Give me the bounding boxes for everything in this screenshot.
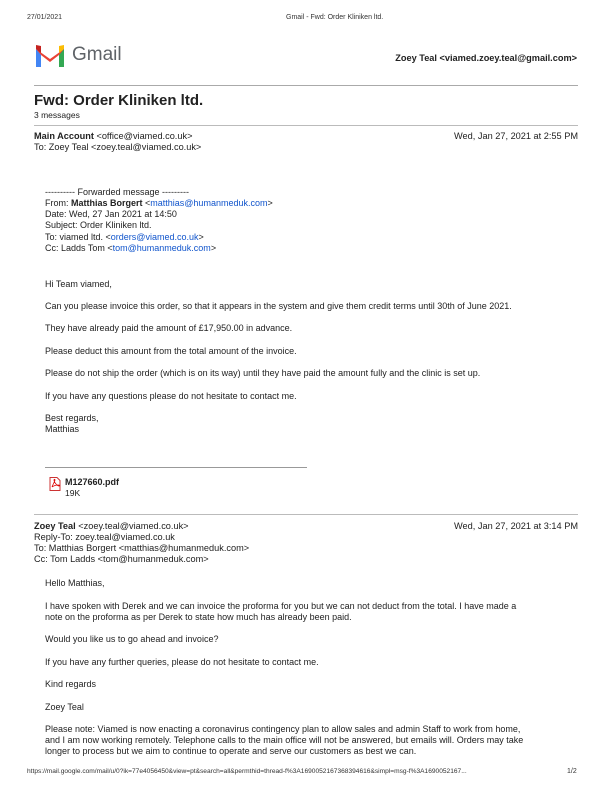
gt: >: [267, 198, 273, 208]
body-paragraph: I have spoken with Derek and we can invoice the proforma for you but we can not deduct from the total. I have made a: [45, 601, 517, 611]
page-number: 1/2: [567, 768, 577, 775]
gmail-wordmark: Gmail: [72, 44, 122, 65]
header-divider: [34, 85, 578, 86]
print-title: Gmail - Fwd: Order Kliniken ltd.: [286, 14, 384, 21]
body-paragraph: They have already paid the amount of £17,950.00 in advance.: [45, 323, 293, 333]
message-count: 3 messages: [34, 110, 80, 120]
body-paragraph: Can you please invoice this order, so that it appears in the system and give them credit terms until 30th of June 2021.: [45, 301, 512, 311]
notice-line: Please note: Viamed is now enacting a coronavirus contingency plan to allow sales and admin Staff to work from home,: [45, 724, 521, 734]
attachment-name[interactable]: M127660.pdf: [65, 477, 120, 487]
msg2-cc: Cc: Tom Ladds <tom@humanmeduk.com>: [34, 554, 209, 564]
greeting: Hello Matthias,: [45, 578, 105, 588]
notice-line: and I am now working remotely. Telephone calls to the main office will not be answered, but emails will. Orders may take: [45, 735, 524, 745]
body-paragraph: Please do not ship the order (which is on its way) until they have paid the amount fully and the clinic is set up.: [45, 368, 481, 378]
account-label: Zoey Teal <viamed.zoey.teal@gmail.com>: [395, 53, 577, 63]
from-email-link[interactable]: matthias@humanmeduk.com: [150, 198, 268, 208]
thread-subject: Fwd: Order Kliniken ltd.: [34, 92, 204, 109]
forwarded-from: [45, 198, 273, 209]
lt: <: [142, 198, 151, 208]
sender-name: Zoey Teal: [34, 521, 76, 531]
gmail-m-icon: [34, 43, 66, 68]
msg2-sender[interactable]: [34, 521, 189, 531]
body-paragraph: Please deduct this amount from the total amount of the invoice.: [45, 346, 297, 356]
msg2-reply-to: Reply-To: zoey.teal@viamed.co.uk: [34, 532, 175, 542]
from-label: From:: [45, 198, 71, 208]
attachment-divider: [45, 467, 307, 468]
divider: [34, 514, 578, 515]
body-paragraph: If you have any questions please do not hesitate to contact me.: [45, 391, 297, 401]
signature-name: Matthias: [45, 424, 80, 434]
cc-prefix: Cc: Ladds Tom <: [45, 243, 113, 253]
sender-email: <office@viamed.co.uk>: [96, 131, 193, 141]
pdf-icon: [49, 477, 61, 491]
from-name: Matthias Borgert: [71, 198, 143, 208]
signature-name: Zoey Teal: [45, 702, 84, 712]
signoff: Best regards,: [45, 413, 99, 423]
sender-name: Main Account: [34, 131, 94, 141]
msg2-date: Wed, Jan 27, 2021 at 3:14 PM: [454, 521, 578, 531]
forwarded-separator: ---------- Forwarded message ---------: [45, 187, 189, 197]
notice-line: longer to process but we aim to continue to operate and serve our customers as best we can.: [45, 746, 417, 756]
attachment-size: 19K: [65, 488, 81, 498]
print-date: 27/01/2021: [27, 14, 63, 21]
body-paragraph: If you have any further queries, please do not hesitate to contact me.: [45, 657, 319, 667]
to-email-link[interactable]: orders@viamed.co.uk: [110, 232, 199, 242]
print-url: https://mail.google.com/mail/u/0?ik=77e4056450&view=pt&search=all&permthid=thread-f%3A1690052167368394616&simpl=msg-f%3A1690052167...: [27, 768, 467, 775]
cc-email-link[interactable]: tom@humanmeduk.com: [112, 243, 211, 253]
msg2-to: To: Matthias Borgert <matthias@humanmeduk.com>: [34, 543, 250, 553]
forwarded-subject: Subject: Order Kliniken ltd.: [45, 220, 152, 230]
msg1-date: Wed, Jan 27, 2021 at 2:55 PM: [454, 131, 578, 141]
divider: [34, 125, 578, 126]
msg1-to: To: Zoey Teal <zoey.teal@viamed.co.uk>: [34, 142, 202, 152]
body-paragraph-cont: note on the proforma as per Derek to state how much has already been paid.: [45, 612, 352, 622]
gt: >: [210, 243, 217, 253]
gmail-logo[interactable]: [34, 43, 66, 70]
to-prefix: To: viamed ltd. <: [45, 232, 111, 242]
forwarded-cc: [45, 243, 216, 254]
msg1-sender[interactable]: [34, 131, 192, 141]
forwarded-date: Date: Wed, 27 Jan 2021 at 14:50: [45, 209, 177, 219]
gt: >: [198, 232, 204, 242]
forwarded-to: [45, 232, 204, 243]
body-paragraph: Hi Team viamed,: [45, 279, 112, 289]
sender-email: <zoey.teal@viamed.co.uk>: [78, 521, 189, 531]
body-paragraph: Would you like us to go ahead and invoice?: [45, 634, 219, 644]
signoff: Kind regards: [45, 679, 97, 689]
